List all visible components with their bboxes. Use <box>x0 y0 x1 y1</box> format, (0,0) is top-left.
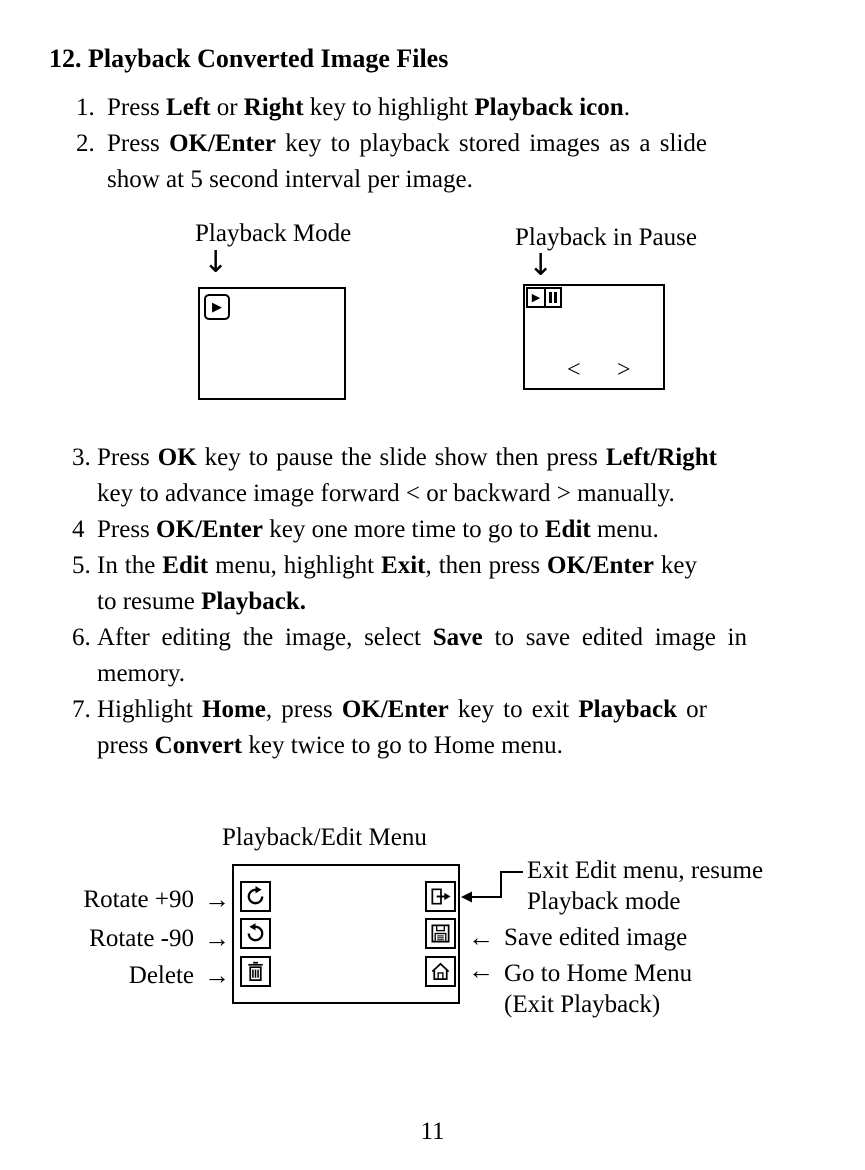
step-5 <box>72 548 747 620</box>
pause-bars-icon <box>546 287 562 308</box>
play-icon: ▶ <box>204 294 230 320</box>
label-text: Rotate +90 <box>83 885 194 913</box>
step-6 <box>72 620 747 692</box>
section-title: 12. Playback Converted Image Files <box>49 44 449 73</box>
page-number: 11 <box>420 1118 445 1145</box>
rotate-cw-icon <box>240 881 271 912</box>
play-pause-icon <box>526 287 562 308</box>
step-number: 7. <box>72 696 91 723</box>
down-arrow-icon: ↓ <box>203 245 229 280</box>
arrow-right-icon: → <box>204 960 230 990</box>
label-text: Rotate -90 <box>89 924 194 952</box>
playback-pause-screen <box>523 284 665 390</box>
label-line: Playback mode <box>527 888 681 915</box>
save-icon <box>425 918 456 949</box>
step-4 <box>72 512 747 548</box>
label-line: Exit Edit menu, resume <box>527 857 764 884</box>
playback-pause-label: Playback in Pause <box>515 224 697 251</box>
step-text: Press Left or Right key to highlight Playback icon. <box>107 94 630 121</box>
down-arrow-icon: ↓ <box>528 248 554 283</box>
trash-icon <box>240 956 271 987</box>
rotate-minus90-label <box>20 923 230 954</box>
forward-symbol: > <box>617 357 631 383</box>
step-number: 4 <box>72 516 85 543</box>
step-number: 2. <box>76 130 95 157</box>
instruction-steps-bottom <box>72 440 747 764</box>
exit-edit-label <box>527 855 763 917</box>
rotate-plus90-label <box>20 884 230 915</box>
label-line: (Exit Playback) <box>504 991 661 1018</box>
instruction-steps-top <box>76 90 707 198</box>
save-image-label <box>468 922 687 953</box>
step-text: Highlight Home, press OK/Enter key to exit Playback or press Convert key twice to go to Home menu. <box>97 696 707 759</box>
play-triangle-icon: ▶ <box>526 287 546 308</box>
step-2 <box>76 126 707 198</box>
rotate-ccw-icon <box>240 918 271 949</box>
step-7 <box>72 692 747 764</box>
step-text: Press OK key to pause the slide show then press Left/Right key to advance image forward < or backward > manually. <box>97 444 717 507</box>
step-text: Press OK/Enter key to playback stored images as a slide show at 5 second interval per image. <box>107 130 707 193</box>
arrow-right-icon: → <box>204 884 230 914</box>
step-number: 6. <box>72 624 91 651</box>
step-1 <box>76 90 707 126</box>
label-lines <box>504 958 692 1020</box>
playback-mode-label: Playback Mode <box>195 220 352 247</box>
backward-symbol: < <box>567 357 581 383</box>
step-number: 3. <box>72 444 91 471</box>
arrow-right-icon: → <box>204 923 230 953</box>
label-text: Delete <box>128 961 194 989</box>
arrow-left-icon: ← <box>468 922 494 952</box>
label-text: Save edited image <box>504 923 688 951</box>
arrow-left-icon: ← <box>468 956 494 985</box>
playback-mode-screen <box>198 287 346 400</box>
step-text: After editing the image, select Save to save edited image in memory. <box>97 624 748 687</box>
edit-menu-title: Playback/Edit Menu <box>222 824 427 851</box>
label-line: Go to Home Menu <box>504 960 693 987</box>
exit-icon <box>425 881 456 912</box>
step-text: Press OK/Enter key one more time to go to Edit menu. <box>97 516 659 543</box>
delete-label <box>20 960 230 991</box>
exit-connector-line <box>459 866 525 906</box>
home-icon <box>425 956 456 987</box>
step-text: In the Edit menu, highlight Exit, then press OK/Enter key to resume Playback. <box>97 552 697 615</box>
step-number: 5. <box>72 552 91 579</box>
edit-menu-box <box>232 864 460 1004</box>
step-number: 1. <box>76 94 95 121</box>
home-menu-label <box>468 958 692 1020</box>
step-3 <box>72 440 747 512</box>
